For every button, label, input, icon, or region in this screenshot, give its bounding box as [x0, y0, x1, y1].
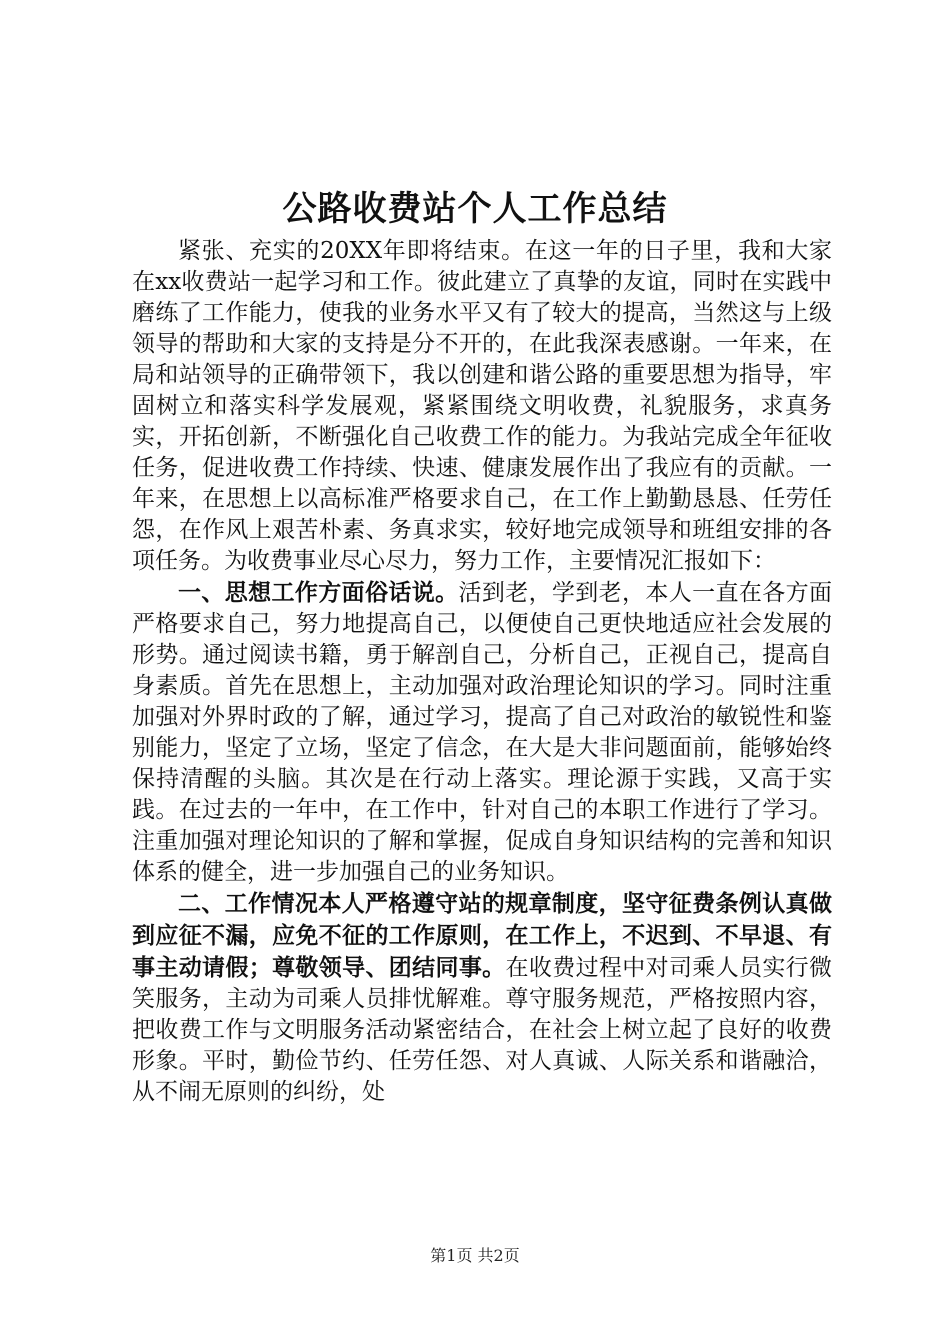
- paragraph-section-2: [132, 888, 832, 1108]
- paragraph-intro: [132, 236, 832, 577]
- paragraph-intro-text: 紧张、充实的20XX年即将结束。在这一年的日子里，我和大家在xx收费站一起学习和工作。彼此建立了真挚的友谊，同时在实践中磨练了工作能力，使我的业务水平又有了较大的提高，当然这与上级领导的帮助和大家的支持是分不开的，在此我深表感谢。一年来，在局和站领导的正确带领下，我以创建和谐公路的重要思想为指导，牢固树立和落实科学发展观，紧紧围绕文明收费，礼貌服务，求真务实，开拓创新，不断强化自己收费工作的能力。为我站完成全年征收任务，促进收费工作持续、快速、健康发展作出了我应有的贡献。一年来，在思想上以高标准严格要求自己，在工作上勤勤恳恳、任劳任怨，在作风上艰苦朴素、务真求实，较好地完成领导和班组安排的各项任务。为收费事业尽心尽力，努力工作，主要情况汇报如下：: [132, 238, 832, 574]
- document-title: 公路收费站个人工作总结: [282, 189, 668, 229]
- section-1-text: 活到老，学到老，本人一直在各方面严格要求自己，努力地提高自己，以便使自己更快地适应社会发展的形势。通过阅读书籍，勇于解剖自己，分析自己，正视自己，提高自身素质。首先在思想上，主动加强对政治理论知识的学习。同时注重加强对外界时政的了解，通过学习，提高了自己对政治的敏锐性和鉴别能力，坚定了立场，坚定了信念，在大是大非问题面前，能够始终保持清醒的头脑。其次是在行动上落实。理论源于实践，又高于实践。在过去的一年中，在工作中，针对自己的本职工作进行了学习。注重加强对理论知识的了解和掌握，促成自身知识结构的完善和知识体系的健全，进一步加强自己的业务知识。: [132, 580, 833, 885]
- page-number: 第1页 共2页: [430, 1246, 520, 1265]
- section-1-heading: 一、思想工作方面俗话说。: [178, 579, 459, 606]
- document-body: [132, 236, 832, 1108]
- section-2-text: 在收费过程中对司乘人员实行微笑服务，主动为司乘人员排忧解难。尊守服务规范，严格按照内容，把收费工作与文明服务活动紧密结合，在社会上树立起了良好的收费形象。平时，勤俭节约、任劳任怨、对人真诚、人际关系和谐融洽，从不闹无原则的纠纷，处: [132, 955, 833, 1105]
- paragraph-section-1: [132, 577, 832, 888]
- section-2-heading: 二、工作情况本人严格遵守站的规章制度，坚守征费条例认真做到应征不漏，应免不征的工作原则，在工作上，不迟到、不早退、有事主动请假；尊敬领导、团结同事。: [132, 890, 832, 981]
